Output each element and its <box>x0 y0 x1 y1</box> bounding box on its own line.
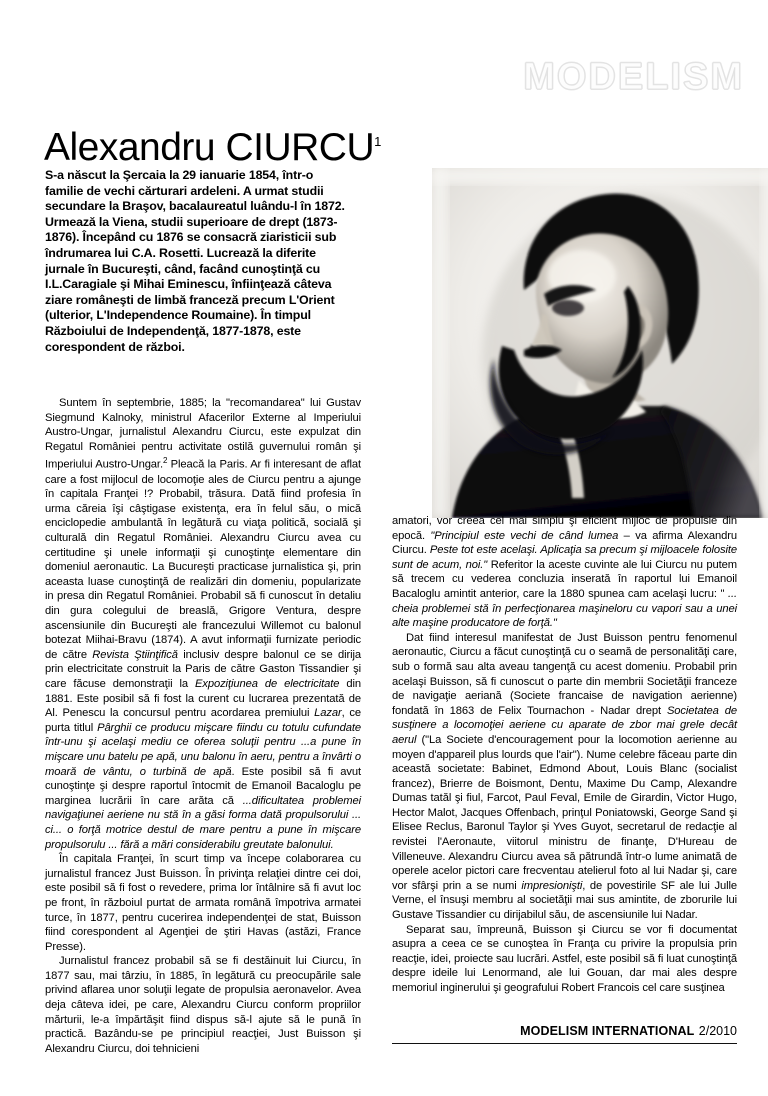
plain-text: În capitala Franţei, în scurt timp va începe colaborarea cu jurnalistul francez Just Buisson. În privinţa relaţiei dintre cei doi, este posibil să fi fost o revedere, prima lor întâlnire să fi avut loc pe front, în războiul purtat de armata română împotriva armatei turce, în 1877, pentru cucerirea independenţei de stat, Buisson fiind corespondent al Agenţiei de ştiri Havas (astăzi, France Presse). <box>45 853 361 953</box>
plain-text: . Este posibil să fi avut cunoştinţe şi despre raportul întocmit de Emanoil Bacaloglu pe marginea lucrării în care arăta că <box>45 765 362 807</box>
plain-text: Separat sau, împreună, Buisson şi Ciurcu se vor fi documentat asupra a ceea ce se cunoştea în Franţa cu privire la propulsia prin reacţie, idei, proiecte sau lucrări. Astfel, este posibil să fi luat cunoştinţă despre ideile lui Lenormand, ale lui Gouan, dar mai ales despre memoriul inginerului şi geografului Robert Francois cel care susţinea <box>392 923 737 994</box>
emphasis-text: impresionişti <box>521 879 583 892</box>
body-column-right <box>392 514 737 996</box>
plain-text: , de povestirile SF ale lui Julle Verne, el însuşi membru al societăţii mai sus amintite, de zborurile lui Gustave Tissandier cu dirijabilul său, de ascensiunile lui Nadar. <box>392 879 737 922</box>
watermark-text: MODELISM <box>523 56 744 98</box>
body-paragraph <box>45 396 361 852</box>
plain-text: din 1881. Este posibil să fi fost la curent cu lucrarea prezentată de Al. Penescu la concursul pentru acordarea premiului <box>45 678 361 720</box>
emphasis-text: "Principiul este vechi de când lumea <box>430 529 619 542</box>
body-paragraph <box>392 514 737 631</box>
plain-text: – va afirma Alexandru Ciurcu. <box>392 529 737 557</box>
plain-text: Referitor la aceste cuvinte ale lui Ciurcu nu putem să trecem cu vederea concluzia inserată în raportul lui Emanoil Bacaloglu amintit anterior, care la 1880 spunea cam acelaşi lucru: " <box>392 558 737 600</box>
body-paragraph <box>392 631 737 923</box>
page-title <box>44 126 381 170</box>
body-paragraph <box>45 954 361 1056</box>
plain-text: , ce purta titlul <box>45 707 361 734</box>
body-column-left <box>45 396 361 1056</box>
footer-issue: 2/2010 <box>698 1024 737 1038</box>
emphasis-text: Societatea de susţinere a locomoţiei aeriene cu aparate de zbor mai grele decât aerul <box>392 704 737 746</box>
article-title-text: Alexandru CIURCU <box>44 126 375 170</box>
emphasis-text: ... cheia problemei stă în perfecţionarea maşineloru cu vapori sau a unei alte maşine producatore de forţă." <box>392 587 737 630</box>
emphasis-text: Lazar <box>314 707 342 720</box>
footer-publication: MODELISM INTERNATIONAL <box>520 1024 695 1038</box>
plain-text: Dat fiind interesul manifestat de Just Buisson pentru fenomenul aeronautic, Ciurcu a făcut cunoştinţă cu o seamă de personalităţi care, sub o formă sau alta aveau tangenţă cu acest domeniu. Probabil prin acelaşi Buisson, să fi cunoscut o parte din membrii Societăţii franceze de navigaţie aeriană (Societe francaise de navigation aerienne) fondată în 1863 de Felix Tournachon - Nadar drept <box>392 631 737 717</box>
footnote-marker: 2 <box>162 456 168 466</box>
emphasis-text: Peste tot este acelaşi. Aplicaţia sa precum şi mijloacele folosite sunt de acum, noi." <box>392 544 738 571</box>
modelism-watermark <box>523 56 744 99</box>
portrait-photo <box>432 168 768 518</box>
page-footer <box>392 1022 737 1044</box>
plain-text: amatori, vor creea cel mai simplu şi eficient mijloc de propulsie din epocă. <box>392 515 737 542</box>
emphasis-text: Pârghii ce producu mişcare fiindu cu totulu cufundate într-unu şi acelaşi mediu ce oferea soluţii pentru ...a pune în mişcare unu batelu pe apă, unu balonu în aeru, pentru a învârti o moară de vântu, o turbină de apă <box>45 721 361 778</box>
plain-text: Pleacă la Paris. Ar fi interesant de aflat care a fost mijlocul de locomoţie ales de Ciurcu pentru a ajunge în capitala Franţei !? Probabil, trăsura. Dată fiind profesia în urma căreia îşi câştigase existenţa, era în felul său, o mică enciclopedie ambulantă în legătură cu viaţa politică, socială şi culturală din Regatul României. Alexandru Ciurcu avea cu certitudine şi unele informaţii şi cunoştinţe elementare din domeniul aeronautic. La Bucureşti practicase jurnalistica şi, prin aceasta luase cunoştinţă de realizări din domeniu, popularizate in presa din Regatul României. Probabil să fi cunoscut în detaliu din gura colegului de breaslă, Grigore Ventura, despre ascensiunile din Bucureşti ale francezului Willemot cu balonul botezat Miihai-Bravu (1874). A avut informaţii furnizate periodic de către <box>45 459 361 661</box>
body-paragraph <box>45 852 361 954</box>
plain-text: Suntem în septembrie, 1885; la "recomandarea" lui Gustav Siegmund Kalnoky, ministrul Afacerilor Externe al Imperiului Austro-Ungar, jurnalistul Alexandru Ciurcu, este expulzat din Regatul României pentru activitate ostilă guvernului român şi Imperiului Austro-Ungar. <box>45 397 361 472</box>
emphasis-text: Revista Ştiinţifică <box>92 648 178 661</box>
title-footnote-marker: 1 <box>374 134 381 150</box>
plain-text: ("La Societe d'encouragement pour la locomotion aerienne au moyen d'appareil plus lourds que l'air"). Nume celebre făceau parte din această societate: Babinet, Edmond About, Louis Blanc (socialist francez), Brierre de Boismont, Dentu, Maxime Du Camp, Alexandre Dumas tatăl şi fiul, Farcot, Paul Feval, Emile de Girardin, Victor Hugo, Hector Malot, Jacques Offenbach, prinţul Poniatowski, George Sand şi Elisee Reclus, Baronul Taylor şi Yves Guyot, secretarul de redacţie al revistei l'Aeronaute, viitorul ministru de finanţe, D'Hureau de Villeneuve. Alexandru Ciurcu avea să pătrundă într-o lume animată de operele acelor pictori care frecventau atelierul foto al lui Nadar şi, care vor sfârşi prin a se numi <box>392 733 737 892</box>
body-paragraph <box>392 923 737 996</box>
emphasis-text: ...dificultatea problemei navigaţiunei aeriene nu stă în a găsi forma dată propulsorului ... ci... o forţă motrice destul de mare pentru a pune în mişcare propulsorulu ... fără a mări considerabilu greutate balonului. <box>45 794 361 851</box>
emphasis-text: Expoziţiunea de electricitate <box>194 678 340 691</box>
plain-text: inclusiv despre balonul ce se dirija prin electricitate construit la Paris de către Gaston Tissandier şi care făcuse demonstraţii la <box>45 648 361 691</box>
plain-text: Jurnalistul francez probabil să se fi destăinuit lui Ciurcu, în 1877 sau, mai târziu, în 1885, în legătură cu preocupările sale privind aflarea unor soluţii legate de propulsia aeronavelor. Avea deja câteva idei, pe care, Alexandru Ciurcu conform propriilor mărturii, le-a împărtăşit fiind dispus să-l ajute să le pună în practică. Bazându-se pe principiul reacţiei, Just Buisson şi Alexandru Ciurcu, doi tehnicieni <box>45 955 361 1055</box>
article-lead: S-a născut la Şercaia la 29 ianuarie 1854, într-o familie de vechi cărturari ardeleni. A urmat studii secundare la Braşov, bacalaureatul luându-l în 1872. Urmează la Viena, studii superioare de drept (1873-1876). Începând cu 1876 se consacră ziaristicii sub îndrumarea lui C.A. Rosetti. Lucrează la diferite jurnale în Bucureşti, când, facând cunoştinţă cu I.L.Caragiale şi Mihai Eminescu, înfiinţează câteva ziare româneşti de limbă franceză precum L'Orient (ulterior, L'Independence Roumaine). În timpul Războiului de Independenţă, 1877-1878, este corespondent de război. <box>45 168 345 354</box>
